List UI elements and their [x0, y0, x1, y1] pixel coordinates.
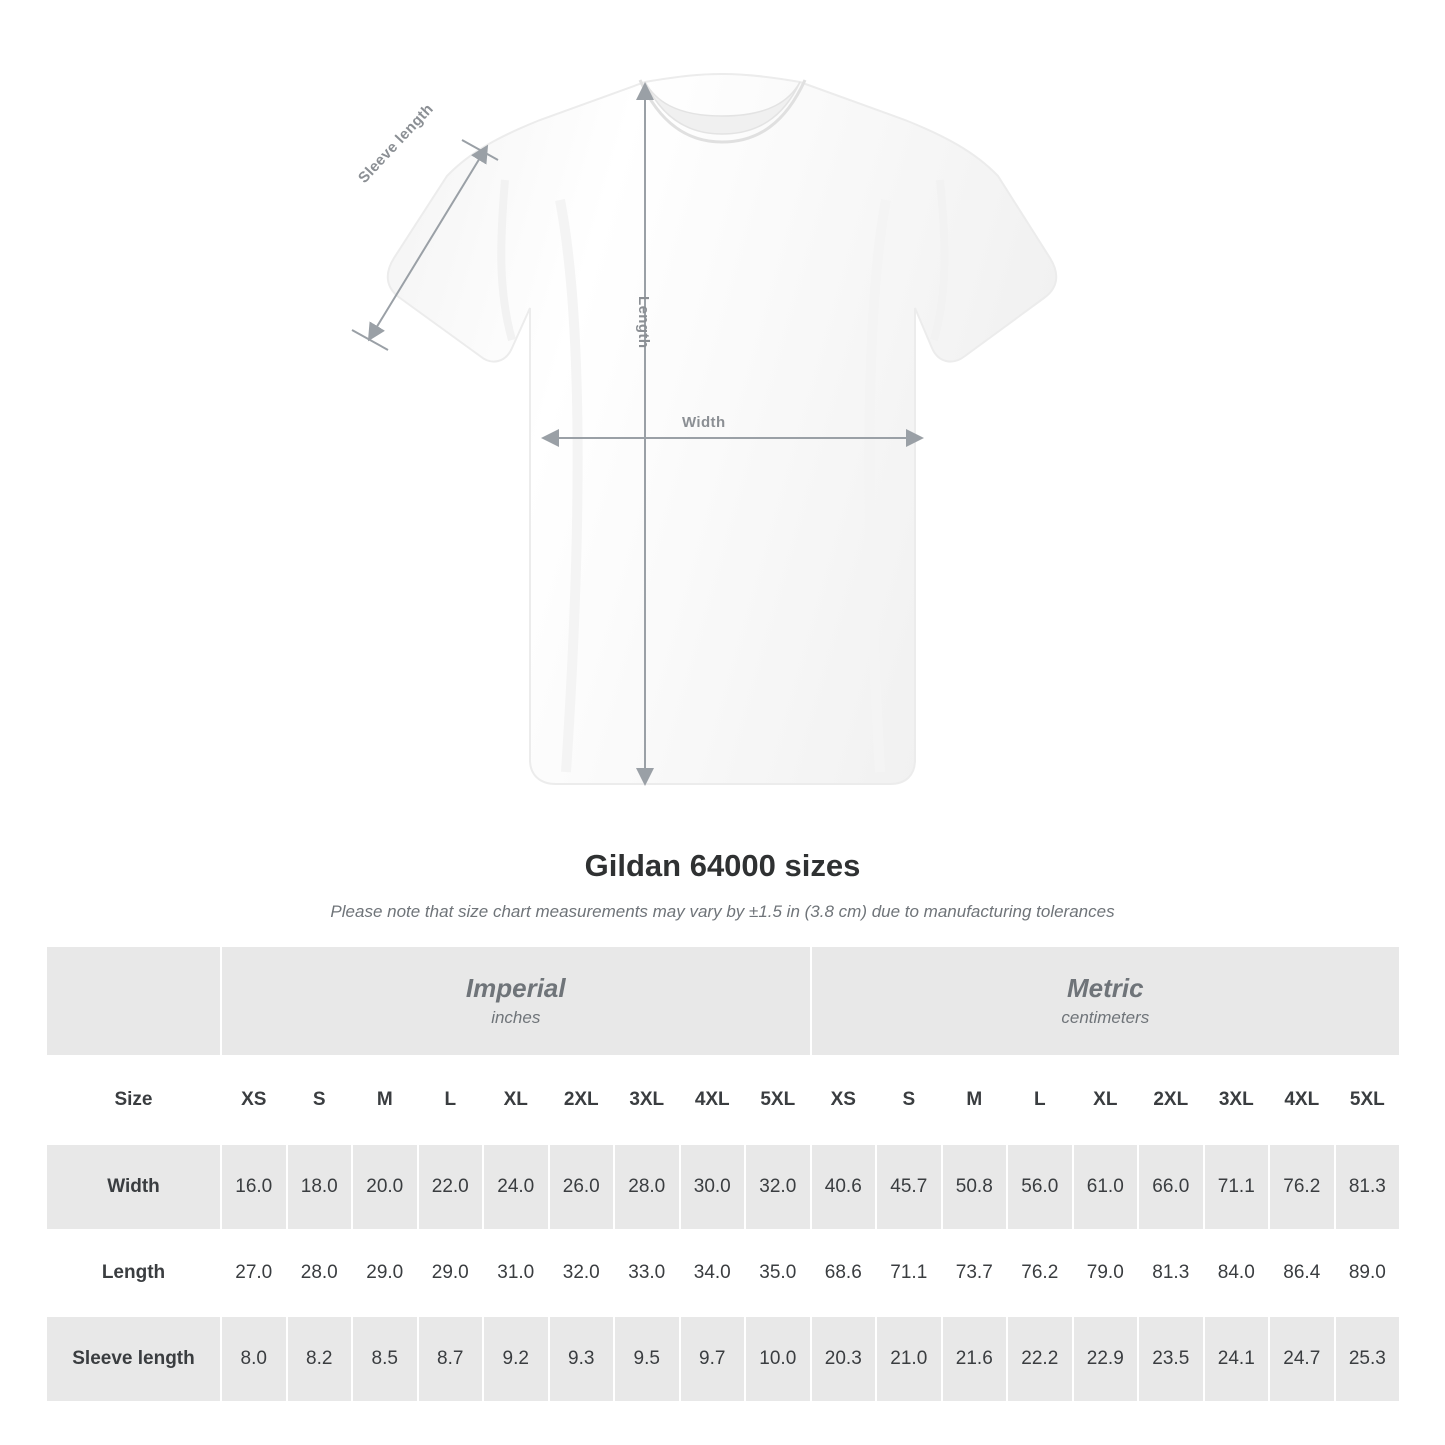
sleeve-metric-l: 22.2: [1007, 1316, 1073, 1402]
sleeve-metric-s: 21.0: [876, 1316, 942, 1402]
sleeve-length-label: Sleeve length: [355, 100, 437, 187]
width-imperial-3xl: 28.0: [614, 1144, 680, 1230]
unit-name-metric: Metric: [1067, 973, 1144, 1004]
width-metric-2xl: 66.0: [1138, 1144, 1204, 1230]
size-cell-metric-m: M: [942, 1056, 1008, 1144]
sleeve-metric-4xl: 24.7: [1269, 1316, 1335, 1402]
sleeve-imperial-s: 8.2: [287, 1316, 353, 1402]
sleeve-metric-3xl: 24.1: [1204, 1316, 1270, 1402]
row-label-length: Length: [46, 1230, 221, 1316]
size-cell-metric-xs: XS: [811, 1056, 877, 1144]
width-label: Width: [682, 414, 726, 431]
width-imperial-l: 22.0: [418, 1144, 484, 1230]
width-metric-m: 50.8: [942, 1144, 1008, 1230]
width-imperial-xl: 24.0: [483, 1144, 549, 1230]
size-row: [46, 1056, 1400, 1144]
size-chart-table-wrapper: [45, 945, 1400, 1403]
size-cell-metric-s: S: [876, 1056, 942, 1144]
length-metric-l: 76.2: [1007, 1230, 1073, 1316]
length-metric-3xl: 84.0: [1204, 1230, 1270, 1316]
table-row: [46, 1316, 1400, 1402]
length-imperial-xs: 27.0: [221, 1230, 287, 1316]
size-cell-metric-2xl: 2XL: [1138, 1056, 1204, 1144]
length-imperial-5xl: 35.0: [745, 1230, 811, 1316]
width-imperial-4xl: 30.0: [680, 1144, 746, 1230]
sleeve-imperial-m: 8.5: [352, 1316, 418, 1402]
length-metric-4xl: 86.4: [1269, 1230, 1335, 1316]
width-metric-3xl: 71.1: [1204, 1144, 1270, 1230]
sleeve-metric-xl: 22.9: [1073, 1316, 1139, 1402]
length-imperial-3xl: 33.0: [614, 1230, 680, 1316]
width-imperial-2xl: 26.0: [549, 1144, 615, 1230]
sleeve-metric-m: 21.6: [942, 1316, 1008, 1402]
size-chart-table: [45, 945, 1401, 1403]
width-imperial-m: 20.0: [352, 1144, 418, 1230]
sleeve-imperial-xl: 9.2: [483, 1316, 549, 1402]
sleeve-imperial-5xl: 10.0: [745, 1316, 811, 1402]
row-label-sleeve-length: Sleeve length: [46, 1316, 221, 1402]
sleeve-metric-xs: 20.3: [811, 1316, 877, 1402]
unit-header-row: [46, 946, 1400, 1056]
size-cell-metric-4xl: 4XL: [1269, 1056, 1335, 1144]
unit-header-blank: [46, 946, 221, 1056]
length-metric-xl: 79.0: [1073, 1230, 1139, 1316]
page-title: Gildan 64000 sizes: [584, 848, 861, 883]
size-cell-imperial-2xl: 2XL: [549, 1056, 615, 1144]
length-imperial-2xl: 32.0: [549, 1230, 615, 1316]
measurement-disclaimer: Please note that size chart measurements may vary by ±1.5 in (3.8 cm) due to manufacturing tolerances: [330, 902, 1115, 921]
width-metric-5xl: 81.3: [1335, 1144, 1401, 1230]
length-imperial-l: 29.0: [418, 1230, 484, 1316]
width-metric-xl: 61.0: [1073, 1144, 1139, 1230]
unit-header-metric: [811, 946, 1401, 1056]
unit-header-imperial: [221, 946, 811, 1056]
size-cell-imperial-xl: XL: [483, 1056, 549, 1144]
unit-name-imperial: Imperial: [465, 973, 566, 1004]
length-imperial-s: 28.0: [287, 1230, 353, 1316]
length-imperial-xl: 31.0: [483, 1230, 549, 1316]
size-cell-imperial-l: L: [418, 1056, 484, 1144]
size-row-label: Size: [46, 1056, 221, 1144]
size-cell-metric-xl: XL: [1073, 1056, 1139, 1144]
length-metric-xs: 68.6: [811, 1230, 877, 1316]
length-imperial-4xl: 34.0: [680, 1230, 746, 1316]
unit-sub-imperial: inches: [491, 1007, 541, 1027]
sleeve-imperial-3xl: 9.5: [614, 1316, 680, 1402]
size-cell-imperial-4xl: 4XL: [680, 1056, 746, 1144]
length-metric-5xl: 89.0: [1335, 1230, 1401, 1316]
size-cell-imperial-5xl: 5XL: [745, 1056, 811, 1144]
width-metric-xs: 40.6: [811, 1144, 877, 1230]
size-cell-metric-5xl: 5XL: [1335, 1056, 1401, 1144]
length-metric-s: 71.1: [876, 1230, 942, 1316]
size-cell-imperial-m: M: [352, 1056, 418, 1144]
table-row: [46, 1144, 1400, 1230]
unit-sub-metric: centimeters: [1061, 1007, 1150, 1027]
length-metric-m: 73.7: [942, 1230, 1008, 1316]
width-imperial-5xl: 32.0: [745, 1144, 811, 1230]
sleeve-imperial-xs: 8.0: [221, 1316, 287, 1402]
size-cell-metric-l: L: [1007, 1056, 1073, 1144]
length-imperial-m: 29.0: [352, 1230, 418, 1316]
length-metric-2xl: 81.3: [1138, 1230, 1204, 1316]
sleeve-metric-2xl: 23.5: [1138, 1316, 1204, 1402]
size-cell-imperial-xs: XS: [221, 1056, 287, 1144]
table-row: [46, 1230, 1400, 1316]
size-cell-imperial-3xl: 3XL: [614, 1056, 680, 1144]
size-cell-imperial-s: S: [287, 1056, 353, 1144]
width-metric-s: 45.7: [876, 1144, 942, 1230]
sleeve-imperial-4xl: 9.7: [680, 1316, 746, 1402]
sleeve-metric-5xl: 25.3: [1335, 1316, 1401, 1402]
width-imperial-s: 18.0: [287, 1144, 353, 1230]
row-label-width: Width: [46, 1144, 221, 1230]
sleeve-imperial-l: 8.7: [418, 1316, 484, 1402]
sleeve-imperial-2xl: 9.3: [549, 1316, 615, 1402]
width-metric-4xl: 76.2: [1269, 1144, 1335, 1230]
length-label: Length: [635, 296, 652, 349]
width-metric-l: 56.0: [1007, 1144, 1073, 1230]
width-imperial-xs: 16.0: [221, 1144, 287, 1230]
size-cell-metric-3xl: 3XL: [1204, 1056, 1270, 1144]
